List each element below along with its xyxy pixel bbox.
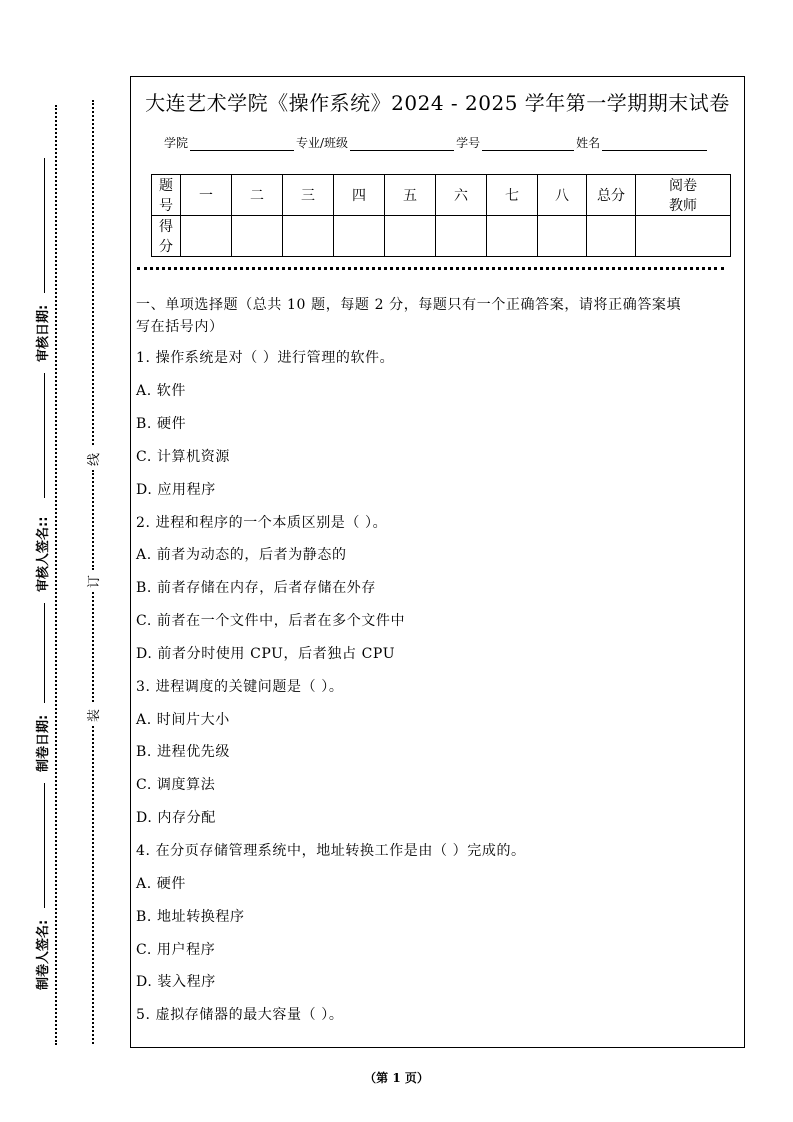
- make-date-line: [44, 603, 45, 703]
- score-cell[interactable]: [487, 216, 538, 257]
- option-line: B. 进程优先级: [136, 744, 230, 760]
- option-line: A. 时间片大小: [136, 712, 230, 728]
- row-label-char: 号: [159, 198, 173, 214]
- score-table: [151, 174, 731, 257]
- option-line: D. 装入程序: [136, 974, 216, 990]
- option-line: B. 前者存储在内存，后者存储在外存: [136, 580, 376, 596]
- section-heading: 一、单项选择题（总共 10 题，每题 2 分，每题只有一个正确答案，请将正确答案填: [136, 297, 682, 313]
- reviewer-sign-label: 审核人签名::: [36, 516, 51, 592]
- question-line: 2. 进程和程序的一个本质区别是（ ）。: [136, 515, 388, 531]
- major-label: 专业/班级: [296, 136, 349, 150]
- column-header: 一: [181, 175, 232, 216]
- make-date-label: 制卷日期:: [36, 714, 51, 772]
- dotted-line-inner-3: [92, 592, 94, 702]
- score-cell[interactable]: [181, 216, 232, 257]
- dotted-line-inner-2: [92, 470, 94, 570]
- maker-sign-label: 制卷人签名:: [36, 919, 51, 990]
- score-cell[interactable]: [283, 216, 334, 257]
- student-id-label: 学号: [456, 136, 481, 150]
- grader-header-cell: [636, 175, 731, 216]
- question-line: 1. 操作系统是对（ ）进行管理的软件。: [136, 350, 395, 366]
- grader-label-line: 阅卷: [669, 178, 697, 194]
- bind-char-zhuang: 装: [87, 708, 103, 723]
- option-line: D. 前者分时使用 CPU，后者独占 CPU: [136, 646, 396, 662]
- major-field[interactable]: [350, 138, 454, 151]
- column-header: 二: [232, 175, 283, 216]
- college-label: 学院: [164, 136, 189, 150]
- maker-sign-line: [44, 783, 45, 908]
- column-header: 八: [538, 175, 587, 216]
- option-line: D. 内存分配: [136, 810, 216, 826]
- score-table-header-row: [152, 175, 731, 216]
- score-cell[interactable]: [334, 216, 385, 257]
- option-line: C. 用户程序: [136, 942, 216, 958]
- bind-char-xian: 线: [87, 452, 103, 467]
- review-date-line: [44, 158, 45, 293]
- score-table-score-row: [152, 216, 731, 257]
- section-heading-cont: 写在括号内）: [136, 319, 224, 335]
- student-id-field[interactable]: [482, 138, 574, 151]
- score-cell[interactable]: [436, 216, 487, 257]
- option-line: C. 计算机资源: [136, 449, 230, 465]
- question-line: 5. 虚拟存储器的最大容量（ ）。: [136, 1007, 344, 1023]
- column-header: 六: [436, 175, 487, 216]
- option-line: A. 硬件: [136, 876, 187, 892]
- score-cell[interactable]: [232, 216, 283, 257]
- dotted-separator: [137, 267, 724, 270]
- exam-frame: [130, 76, 745, 1048]
- row-label-cell: [152, 175, 181, 216]
- question-line: 3. 进程调度的关键问题是（ ）。: [136, 679, 344, 695]
- review-date-label: 审核日期:: [36, 304, 51, 362]
- question-line: 4. 在分页存储管理系统中，地址转换工作是由（ ）完成的。: [136, 843, 526, 859]
- column-header: 五: [385, 175, 436, 216]
- option-line: C. 调度算法: [136, 777, 216, 793]
- dotted-line-outer: [55, 105, 57, 1045]
- dotted-line-inner-1: [92, 100, 94, 445]
- college-field[interactable]: [190, 138, 294, 151]
- name-field[interactable]: [602, 138, 707, 151]
- name-label: 姓名: [576, 136, 601, 150]
- column-header: 三: [283, 175, 334, 216]
- column-header-total: 总分: [587, 175, 636, 216]
- page-number: （第 1 页）: [364, 1071, 429, 1085]
- option-line: B. 硬件: [136, 416, 187, 432]
- grader-label-line: 教师: [669, 198, 697, 214]
- exam-title: 大连艺术学院《操作系统》2024 - 2025 学年第一学期期末试卷: [145, 91, 730, 115]
- dotted-line-inner-4: [92, 726, 94, 1044]
- option-line: B. 地址转换程序: [136, 909, 245, 925]
- row-label-char: 分: [159, 239, 173, 255]
- grader-signature-cell[interactable]: [636, 216, 731, 257]
- bind-char-ding: 订: [87, 574, 103, 589]
- option-line: A. 前者为动态的，后者为静态的: [136, 547, 347, 563]
- row-label-char: 题: [159, 178, 173, 194]
- option-line: A. 软件: [136, 383, 187, 399]
- score-cell-total[interactable]: [587, 216, 636, 257]
- reviewer-sign-line: [44, 373, 45, 498]
- row-label-cell: [152, 216, 181, 257]
- student-info-row: [164, 134, 709, 151]
- score-cell[interactable]: [538, 216, 587, 257]
- option-line: D. 应用程序: [136, 482, 216, 498]
- column-header: 四: [334, 175, 385, 216]
- row-label-char: 得: [159, 219, 173, 235]
- option-line: C. 前者在一个文件中，后者在多个文件中: [136, 613, 406, 629]
- score-cell[interactable]: [385, 216, 436, 257]
- column-header: 七: [487, 175, 538, 216]
